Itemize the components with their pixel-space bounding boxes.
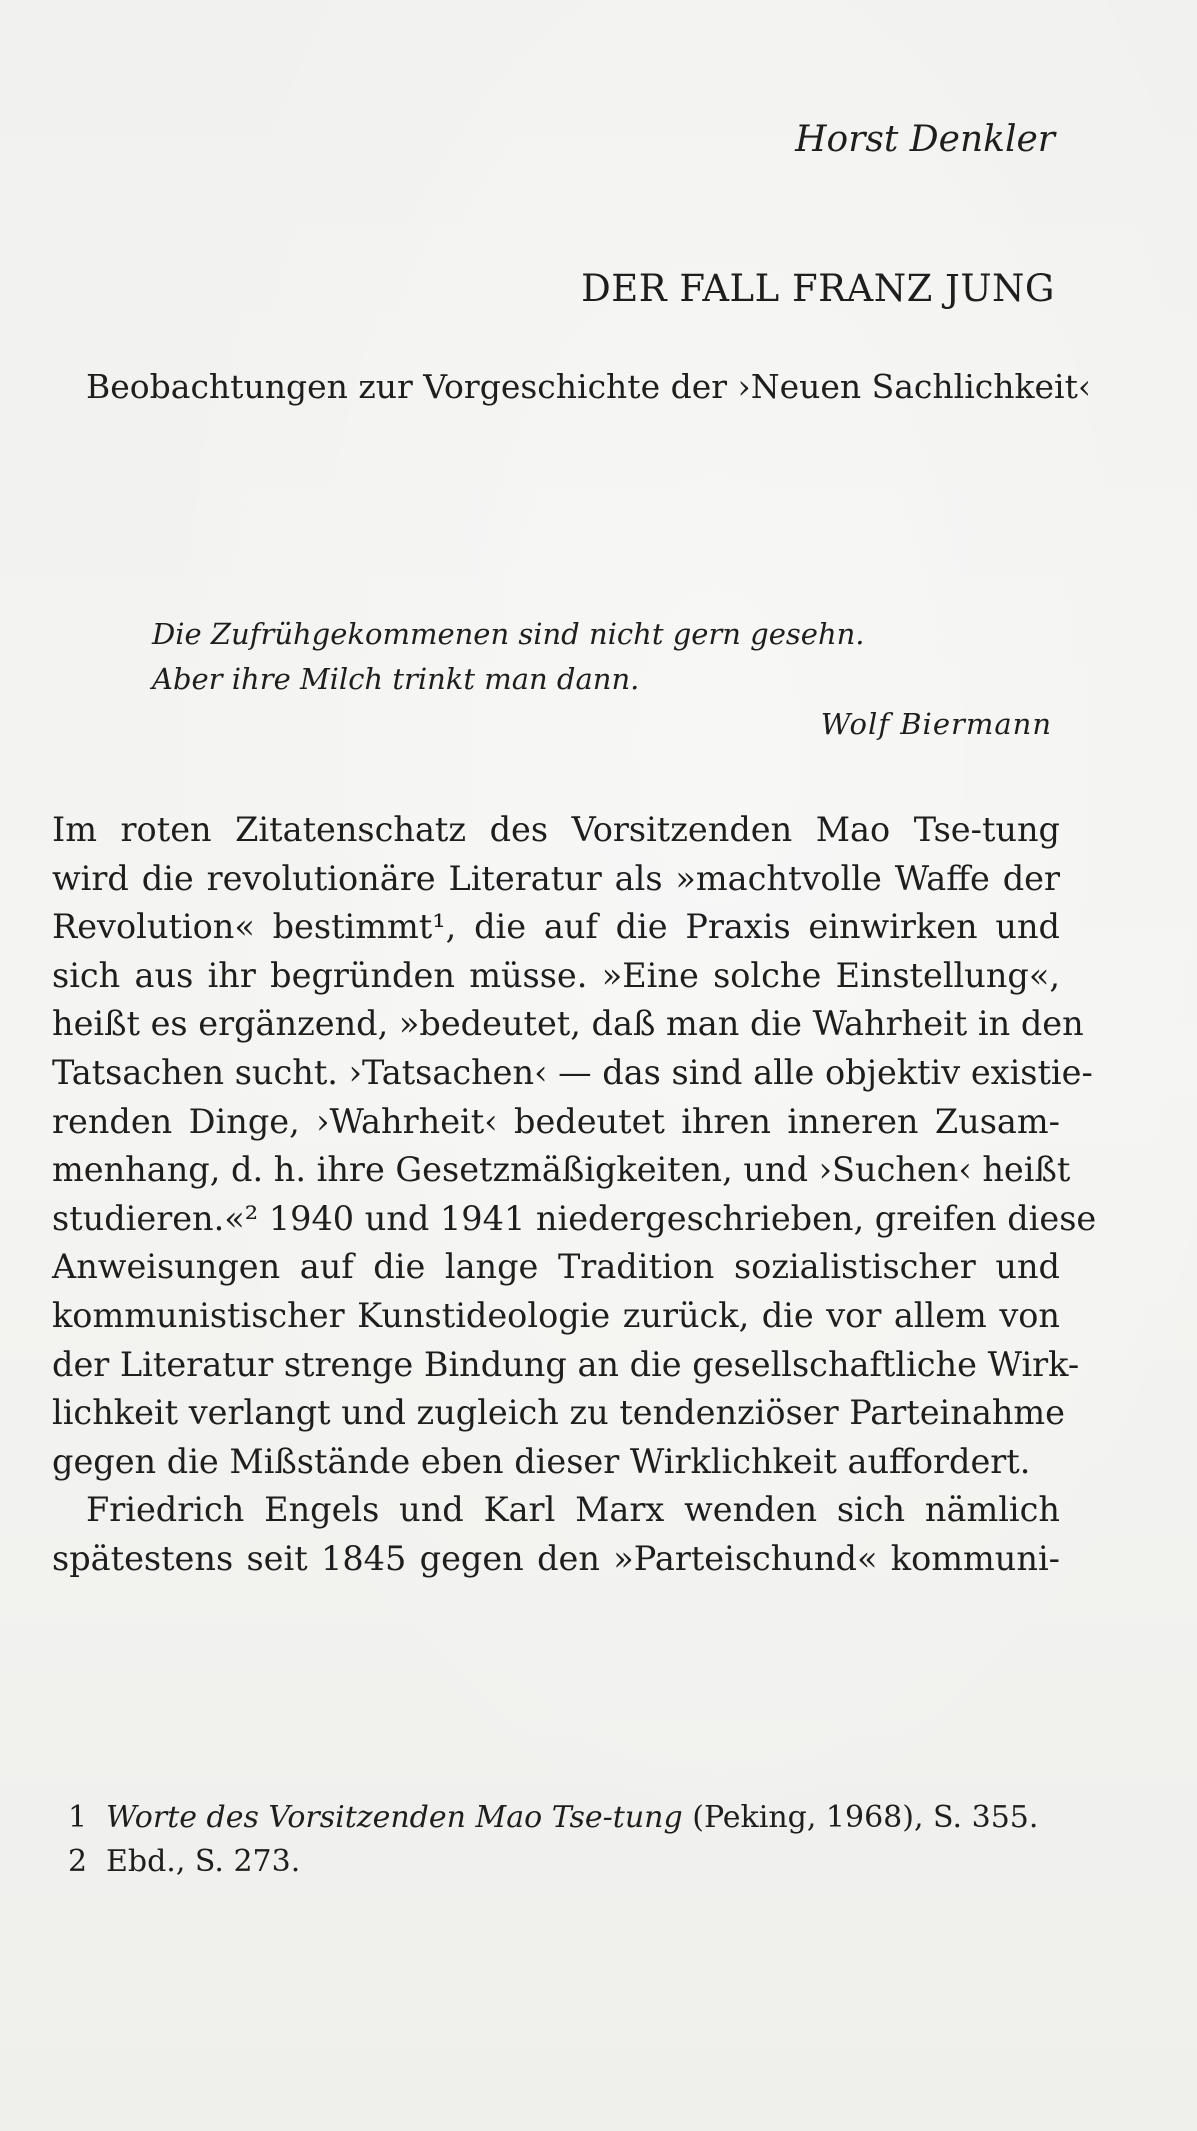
epigraph-attribution: Wolf Biermann [820, 707, 1052, 741]
body-line: menhang, d. h. ihre Gesetzmäßigkeiten, und ›Suchen‹ heißt [52, 1150, 1071, 1190]
body-line: heißt es ergänzend, »bedeutet, daß man die Wahrheit in den [52, 1004, 1084, 1044]
footnote-number: 1 [68, 1800, 88, 1835]
footnotes [68, 1796, 1068, 1884]
body-line: sich aus ihr begründen müsse. »Eine solche Einstellung«, [52, 955, 1060, 995]
body-line: kommunistischer Kunstideologie zurück, die vor allem von [52, 1295, 1060, 1335]
author-name: Horst Denkler [795, 119, 1055, 160]
footnote-italic-text: Worte des Vorsitzenden Mao Tse-tung [106, 1800, 683, 1835]
footnote [68, 1840, 1068, 1884]
footnote-text: Ebd., S. 273. [106, 1844, 301, 1879]
body-line: gegen die Mißstände eben dieser Wirklichkeit auffordert. [52, 1441, 1031, 1481]
epigraph-line: Die Zufrühgekommenen sind nicht gern gesehn. [152, 617, 865, 651]
body-line: der Literatur strenge Bindung an die gesellschaftliche Wirk- [52, 1344, 1080, 1384]
body-line: Tatsachen sucht. ›Tatsachen‹ — das sind alle objektiv existie- [52, 1052, 1093, 1092]
footnote [68, 1796, 1068, 1840]
footnote-text: (Peking, 1968), S. 355. [682, 1800, 1039, 1835]
chapter-subtitle: Beobachtungen zur Vorgeschichte der ›Neuen Sachlichkeit‹ [86, 367, 1092, 406]
body-paragraphs [52, 806, 1097, 1584]
body-line: lichkeit verlangt und zugleich zu tendenziöser Parteinahme [52, 1393, 1065, 1433]
body-line: Anweisungen auf die lange Tradition sozialistischer und [52, 1247, 1060, 1287]
epigraph [152, 612, 1052, 747]
body-line: renden Dinge, ›Wahrheit‹ bedeutet ihren inneren Zusam- [52, 1101, 1060, 1141]
body-line: spätestens seit 1845 gegen den »Parteischund« kommuni- [52, 1538, 1060, 1578]
footnote-number: 2 [68, 1844, 88, 1879]
body-line: Revolution« bestimmt¹, die auf die Praxis einwirken und [52, 907, 1060, 947]
body-line: studieren.«² 1940 und 1941 niedergeschrieben, greifen diese [52, 1198, 1097, 1238]
epigraph-line: Aber ihre Milch trinkt man dann. [152, 662, 640, 696]
body-line: Friedrich Engels und Karl Marx wenden sich nämlich [86, 1490, 1060, 1530]
chapter-title: DER FALL FRANZ JUNG [581, 267, 1055, 310]
body-line: wird die revolutionäre Literatur als »machtvolle Waffe der [52, 858, 1060, 898]
body-line: Im roten Zitatenschatz des Vorsitzenden Mao Tse-tung [52, 810, 1060, 849]
